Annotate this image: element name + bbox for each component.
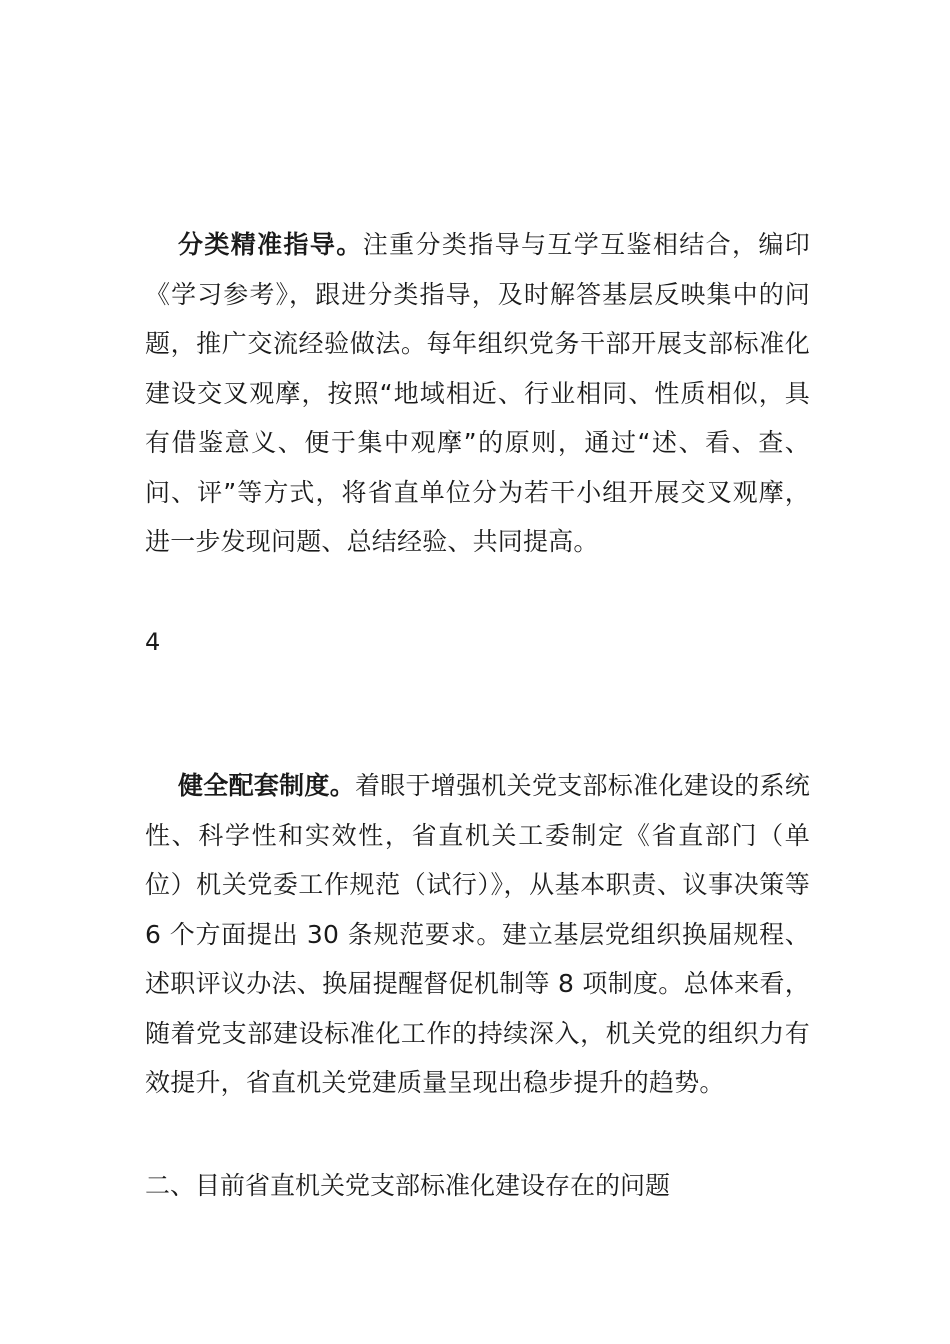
paragraph-classified-guidance: [145, 220, 810, 567]
paragraph-lead-heading: 健全配套制度。: [178, 771, 355, 800]
page-number: 4: [145, 628, 161, 656]
paragraph-supporting-systems: [145, 761, 810, 1108]
paragraph-body-text: 注重分类指导与互学互鉴相结合，编印《学习参考》，跟进分类指导，及时解答基层反映集中的问题，推广交流经验做法。每年组织党务干部开展支部标准化建设交叉观摩，按照“地域相近、行业相同、性质相似，具有借鉴意义、便于集中观摩”的原则，通过“述、看、查、问、评”等方式，将省直单位分为若干小组开展交叉观摩，进一步发现问题、总结经验、共同提高。: [145, 230, 811, 556]
section-heading: 二、目前省直机关党支部标准化建设存在的问题: [145, 1171, 671, 1200]
paragraph-lead-heading: 分类精准指导。: [178, 230, 363, 259]
paragraph-body-text: 着眼于增强机关党支部标准化建设的系统性、科学性和实效性，省直机关工委制定《省直部门（单位）机关党委工作规范（试行）》，从基本职责、议事决策等 6 个方面提出 30 条规范要求。建立基层党组织换届规程、述职评议办法、换届提醒督促机制等 8 项制度。总体来看，随着党支部建设标准化工作的持续深入，机关党的组织力有效提升，省直机关党建质量呈现出稳步提升的趋势。: [145, 771, 810, 1097]
